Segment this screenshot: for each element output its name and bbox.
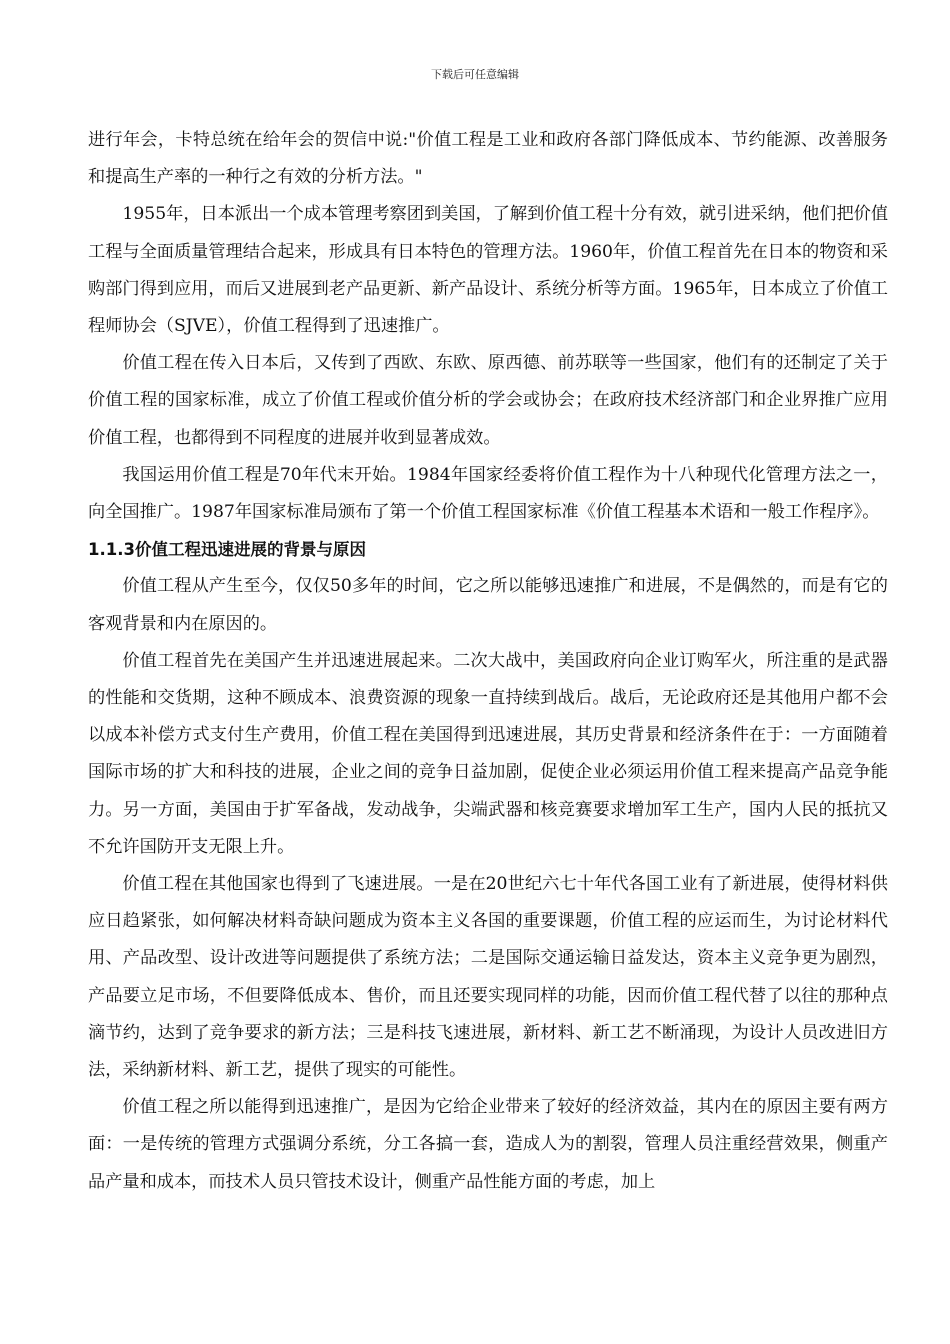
paragraph-us-background: 价值工程首先在美国产生并迅速进展起来。二次大战中，美国政府向企业订购军火，所注重的是武器的性能和交货期，这种不顾成本、浪费资源的现象一直持续到战后。战后，无论政府还是其他用户都不会以成本补偿方式支付生产费用，价值工程在美国得到迅速进展，其历史背景和经济条件在于：一方面随着国际市场的扩大和科技的进展，企业之间的竞争日益加剧，促使企业必须运用价值工程来提高产品竞争能力。另一方面，美国由于扩军备战，发动战争，尖端武器和核竞赛要求增加军工生产，国内人民的抵抗又不允许国防开支无限上升。 xyxy=(88,650,888,857)
paragraph-japan-adoption: 1955年，日本派出一个成本管理考察团到美国，了解到价值工程十分有效，就引进采纳，他们把价值工程与全面质量管理结合起来，形成具有日本特色的管理方法。1960年，价值工程首先在日本的物资和采购部门得到应用，而后又进展到老产品更新、新产品设计、系统分析等方面。1965年，日本成立了价值工程师协会（SJVE），价值工程得到了迅速推广。 xyxy=(88,204,889,337)
paragraph-europe-spread: 价值工程在传入日本后，又传到了西欧、东欧、原西德、前苏联等一些国家，他们有的还制定了关于价值工程的国家标准，成立了价值工程或价值分析的学会或协会；在政府技术经济部门和企业界推广应用价值工程，也都得到不同程度的进展并收到显著成效。 xyxy=(88,353,888,448)
paragraph-internal-reasons: 价值工程之所以能得到迅速推广，是因为它给企业带来了较好的经济效益，其内在的原因主要有两方面：一是传统的管理方式强调分系统，分工各搞一套，造成人为的割裂，管理人员注重经营效果，侧重产品产量和成本，而技术人员只管技术设计，侧重产品性能方面的考虑，加上 xyxy=(88,1097,888,1192)
page-header: 下载后可任意编辑 xyxy=(431,68,519,81)
section-heading: 1.1.3价值工程迅速进展的背景与原因 xyxy=(88,540,366,560)
paragraph-continuation: 进行年会，卡特总统在给年会的贺信中说:"价值工程是工业和政府各部门降低成本、节约能源、改善服务和提高生产率的一种行之有效的分析方法。" xyxy=(88,130,888,188)
paragraph-intro: 价值工程从产生至今，仅仅50多年的时间，它之所以能够迅速推广和进展，不是偶然的，而是有它的客观背景和内在原因的。 xyxy=(88,576,888,634)
paragraph-china-adoption: 我国运用价值工程是70年代末开始。1984年国家经委将价值工程作为十八种现代化管理方法之一，向全国推广。1987年国家标准局颁布了第一个价值工程国家标准《价值工程基本术语和一般工作程序》。 xyxy=(88,464,888,523)
document-body xyxy=(88,122,888,1201)
paragraph-other-countries: 价值工程在其他国家也得到了飞速进展。一是在20世纪六七十年代各国工业有了新进展，使得材料供应日趋紧张，如何解决材料奇缺问题成为资本主义各国的重要课题，价值工程的应运而生，为讨论材料代用、产品改型、设计改进等问题提供了系统方法；二是国际交通运输日益发达，资本主义竞争更为剧烈，产品要立足市场，不但要降低成本、售价，而且还要实现同样的功能，因而价值工程代替了以往的那种点滴节约，达到了竞争要求的新方法；三是科技飞速进展，新材料、新工艺不断涌现，为设计人员改进旧方法，采纳新材料、新工艺，提供了现实的可能性。 xyxy=(88,874,888,1081)
